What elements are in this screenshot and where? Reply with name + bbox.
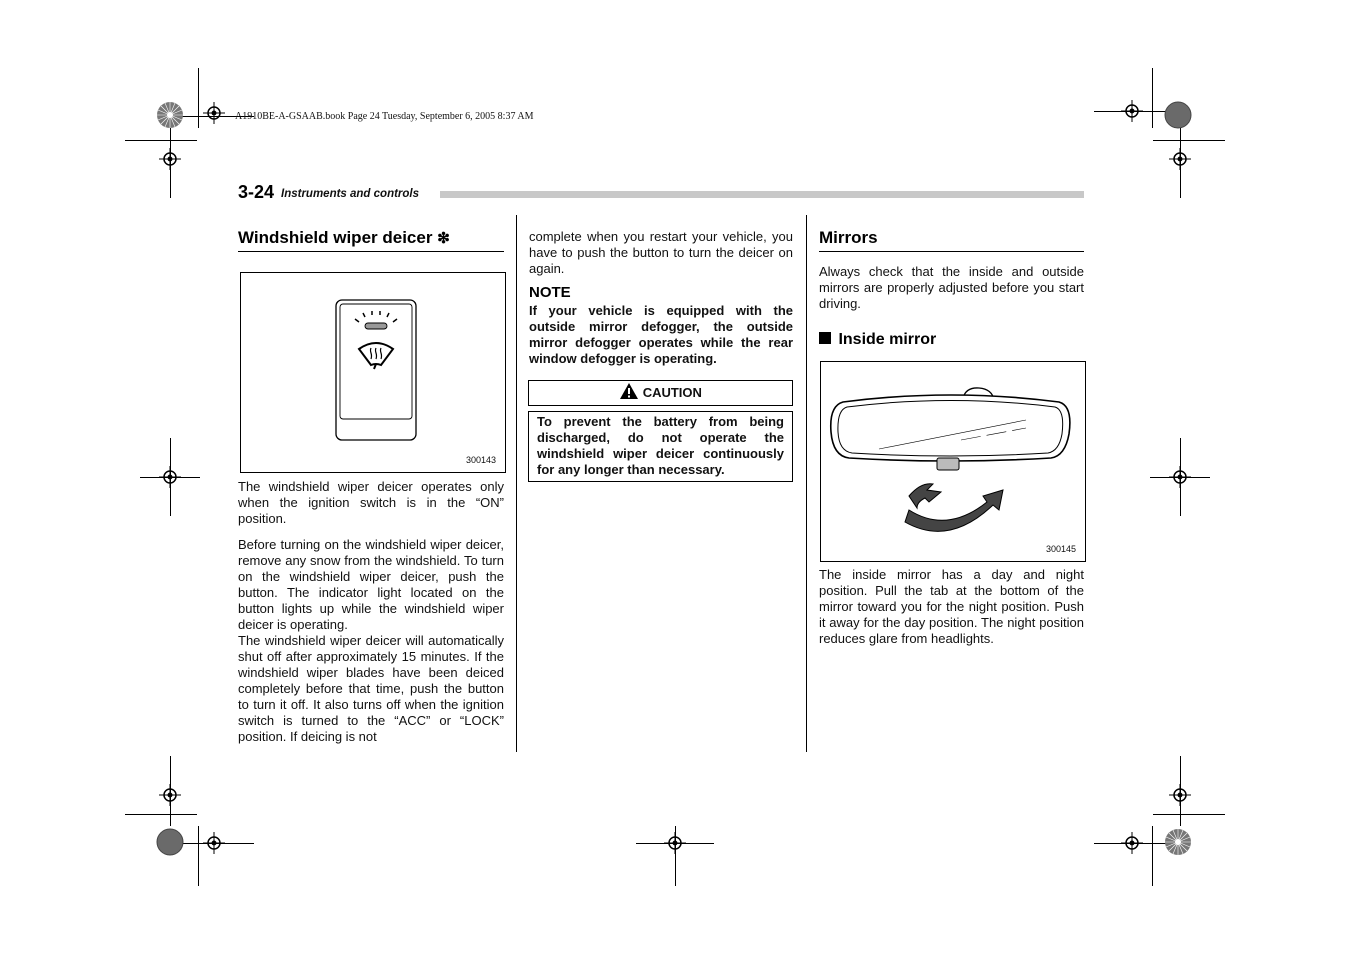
section-title-text: Windshield wiper deicer [238, 228, 433, 247]
caution-header [528, 380, 793, 406]
column-divider [516, 215, 517, 752]
registration-target-icon [159, 784, 181, 806]
registration-target-icon [159, 148, 181, 170]
header-bar [440, 191, 1084, 198]
section-title-mirrors: Mirrors [819, 228, 1084, 252]
subheading-text: Inside mirror [838, 331, 937, 348]
deicer-button-figure [240, 272, 506, 473]
column-divider [806, 215, 807, 752]
paragraph: The inside mirror has a day and night position. Pull the tab at the bottom of the mirror toward you for the night position. Push it away for the day position. The night position reduces glare from headlights. [819, 567, 1084, 646]
page-number: 3-24 [238, 182, 275, 202]
file-info: A1910BE-A-GSAAB.book Page 24 Tuesday, September 6, 2005 8:37 AM [235, 111, 534, 122]
registration-target-icon [1169, 148, 1191, 170]
black-square-bullet-icon [819, 332, 831, 344]
inside-mirror-icon [821, 362, 1085, 561]
caution-text: To prevent the battery from being discharged, do not operate the windshield wiper deicer continuously for any longer than necessary. [528, 411, 793, 482]
registration-target-icon [664, 832, 686, 854]
registration-target-icon [1169, 784, 1191, 806]
continued-paragraph: complete when you restart your vehicle, you have to push the button to turn the deicer on again. [529, 229, 793, 276]
registration-target-icon [1121, 100, 1143, 122]
paragraph: Before turning on the windshield wiper deicer, remove any snow from the windshield. To turn on the windshield wiper deicer, push the button. The indicator light located on the button lights up while the windshield wiper deicer is operating. [238, 537, 504, 632]
paragraph: Always check that the inside and outside mirrors are properly adjusted before you start driving. [819, 264, 1084, 311]
figure-code: 300143 [465, 455, 496, 465]
warning-triangle-icon [619, 382, 639, 400]
registration-target-icon [203, 832, 225, 854]
paragraph: The windshield wiper deicer operates only when the ignition switch is in the “ON” position. [238, 479, 504, 526]
registration-target-icon [203, 102, 225, 124]
starburst-mark-icon [156, 101, 184, 129]
section-name: Instruments and controls [281, 188, 420, 200]
registration-target-icon [1121, 832, 1143, 854]
section-title-wiper-deicer [238, 228, 504, 252]
registration-target-icon [1169, 466, 1191, 488]
snowflake-icon: ❇ [437, 230, 450, 247]
figure-code: 300145 [1045, 544, 1076, 554]
starburst-mark-icon [1164, 828, 1192, 856]
registration-target-icon [159, 466, 181, 488]
subheading-inside-mirror [819, 331, 936, 349]
gray-dot-mark-icon [156, 828, 184, 856]
wiper-deicer-icon [241, 273, 505, 472]
paragraph: The windshield wiper deicer will automatically shut off after approximately 15 minutes. If the windshield wiper blades have been deiced completely before that time, push the button to turn it off. It also turns off when the ignition switch is turned to the “ACC” or “LOCK” position. If deicing is not [238, 633, 504, 744]
caution-label: CAUTION [642, 385, 702, 400]
gray-dot-mark-icon [1164, 101, 1192, 129]
inside-mirror-figure [820, 361, 1086, 562]
note-title: NOTE [529, 284, 571, 301]
note-text: If your vehicle is equipped with the outside mirror defogger, the outside mirror defogger operates while the rear window defogger is operating. [529, 303, 793, 366]
